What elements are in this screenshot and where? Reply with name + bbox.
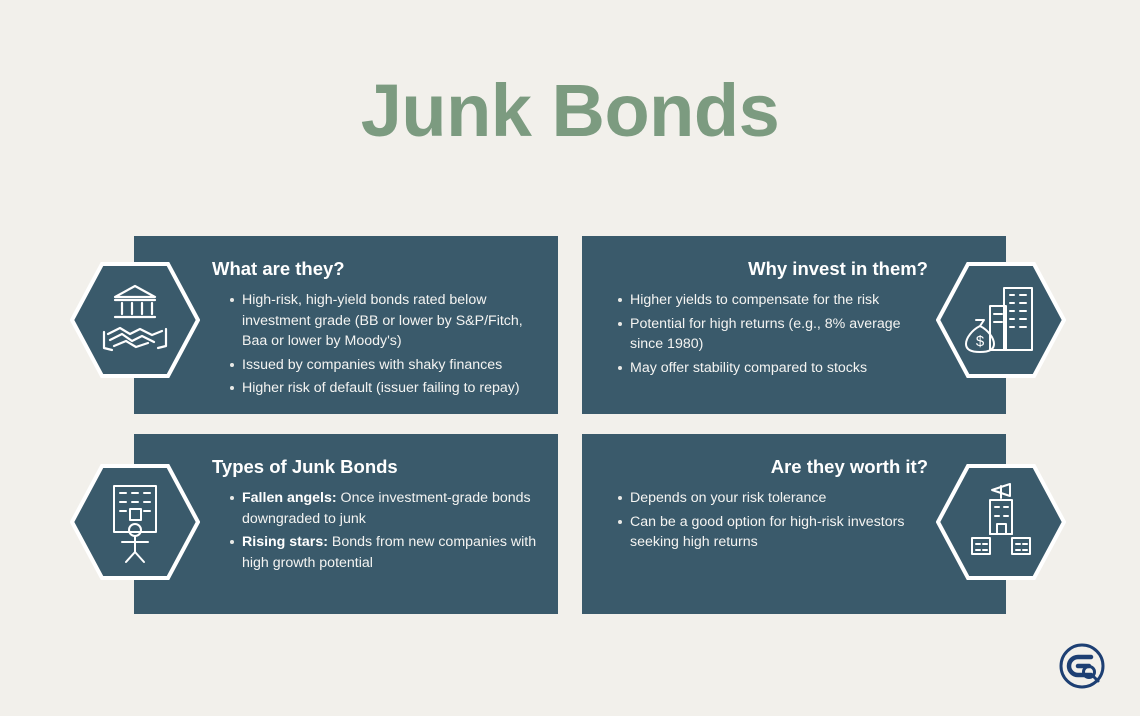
card-heading: Why invest in them? <box>748 258 928 279</box>
list-item <box>230 355 540 375</box>
building-person-icon <box>70 464 200 580</box>
card-heading: Are they worth it? <box>770 456 928 477</box>
list-item <box>230 290 540 351</box>
card-heading: Types of Junk Bonds <box>212 456 398 477</box>
card-bullet-list <box>600 488 928 552</box>
list-item <box>618 512 928 553</box>
list-item <box>230 378 540 398</box>
list-item <box>618 358 928 378</box>
bullet-text: High-risk, high-yield bonds rated below investment grade (BB or lower by S&P/Fitch, Baa or lower by Moody's) <box>242 292 523 350</box>
page-title: Junk Bonds <box>360 69 780 152</box>
bullet-text: Higher yields to compensate for the risk <box>630 292 880 309</box>
factory-tower-icon <box>936 464 1066 580</box>
card-heading: What are they? <box>212 258 345 279</box>
money-bag-buildings-icon <box>936 262 1066 378</box>
list-item <box>618 314 928 355</box>
list-item <box>230 532 540 573</box>
company-logo <box>1058 642 1106 690</box>
bullet-text: Higher risk of default (issuer failing to repay) <box>242 379 520 396</box>
bullet-text: Bonds from new companies with high growth potential <box>242 534 537 571</box>
card-bullet-list <box>600 290 928 378</box>
list-item <box>230 488 540 529</box>
bullet-text: May offer stability compared to stocks <box>630 359 868 376</box>
bullet-text: Depends on your risk tolerance <box>630 490 827 507</box>
bullet-text: Can be a good option for high-risk investors seeking high returns <box>630 513 905 551</box>
list-item <box>618 488 928 508</box>
bullet-text: Once investment-grade bonds downgraded to junk <box>242 490 531 527</box>
bullet-lead: Rising stars: <box>242 534 328 551</box>
government-handshake-icon <box>70 262 200 378</box>
svg-text:$: $ <box>975 333 985 350</box>
bullet-lead: Fallen angels: <box>242 490 337 507</box>
bullet-text: Issued by companies with shaky finances <box>242 356 503 373</box>
card-bullet-list <box>212 290 540 398</box>
list-item <box>618 290 928 310</box>
card-bullet-list <box>212 488 540 573</box>
bullet-text: Potential for high returns (e.g., 8% average since 1980) <box>630 315 901 353</box>
